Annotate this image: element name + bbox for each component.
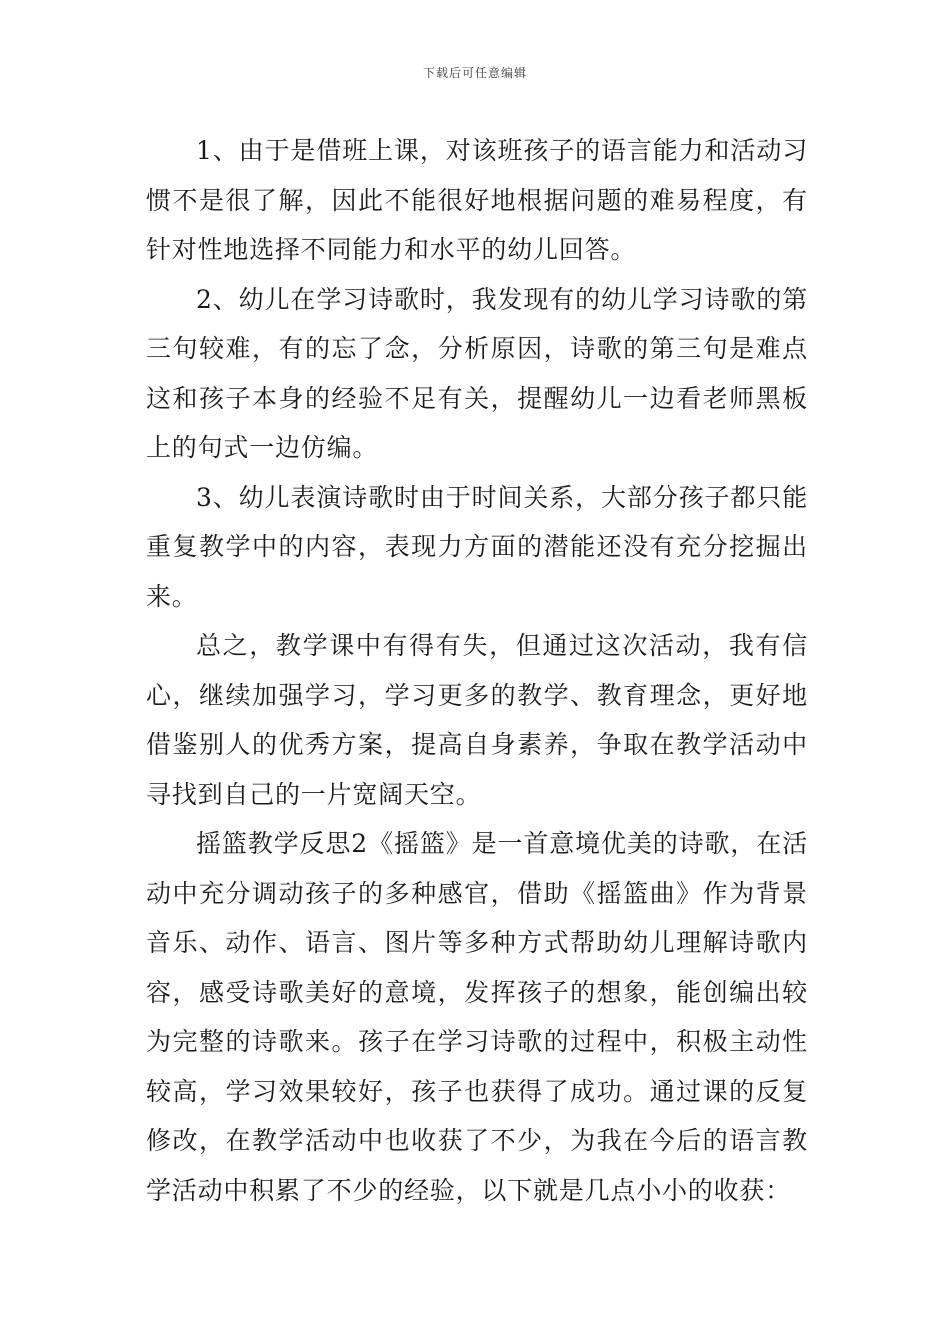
header-note: 下载后可任意编辑	[422, 66, 527, 80]
paragraph-3: 3、幼儿表演诗歌时由于时间关系，大部分孩子都只能重复教学中的内容，表现力方面的潜能还没有充分挖掘出来。	[146, 482, 808, 611]
document-body	[146, 126, 808, 1215]
paragraph-2: 2、幼儿在学习诗歌时，我发现有的幼儿学习诗歌的第三句较难，有的忘了念，分析原因，诗歌的第三句是难点这和孩子本身的经验不足有关，提醒幼儿一边看老师黑板上的句式一边仿编。	[146, 284, 808, 462]
paragraph-5: 摇篮教学反思2《摇篮》是一首意境优美的诗歌，在活动中充分调动孩子的多种感官，借助《摇篮曲》作为背景音乐、动作、语言、图片等多种方式帮助幼儿理解诗歌内容，感受诗歌美好的意境，发挥孩子的想象，能创编出较为完整的诗歌来。孩子在学习诗歌的过程中，积极主动性较高，学习效果较好，孩子也获得了成功。通过课的反复修改，在教学活动中也收获了不少，为我在今后的语言教学活动中积累了不少的经验，以下就是几点小小的收获：	[146, 829, 808, 1205]
paragraph-1: 1、由于是借班上课，对该班孩子的语言能力和活动习惯不是很了解，因此不能很好地根据问题的难易程度，有针对性地选择不同能力和水平的幼儿回答。	[146, 136, 808, 264]
paragraph-4: 总之，教学课中有得有失，但通过这次活动，我有信心，继续加强学习，学习更多的教学、教育理念，更好地借鉴别人的优秀方案，提高自身素养，争取在教学活动中寻找到自己的一片宽阔天空。	[146, 631, 808, 809]
